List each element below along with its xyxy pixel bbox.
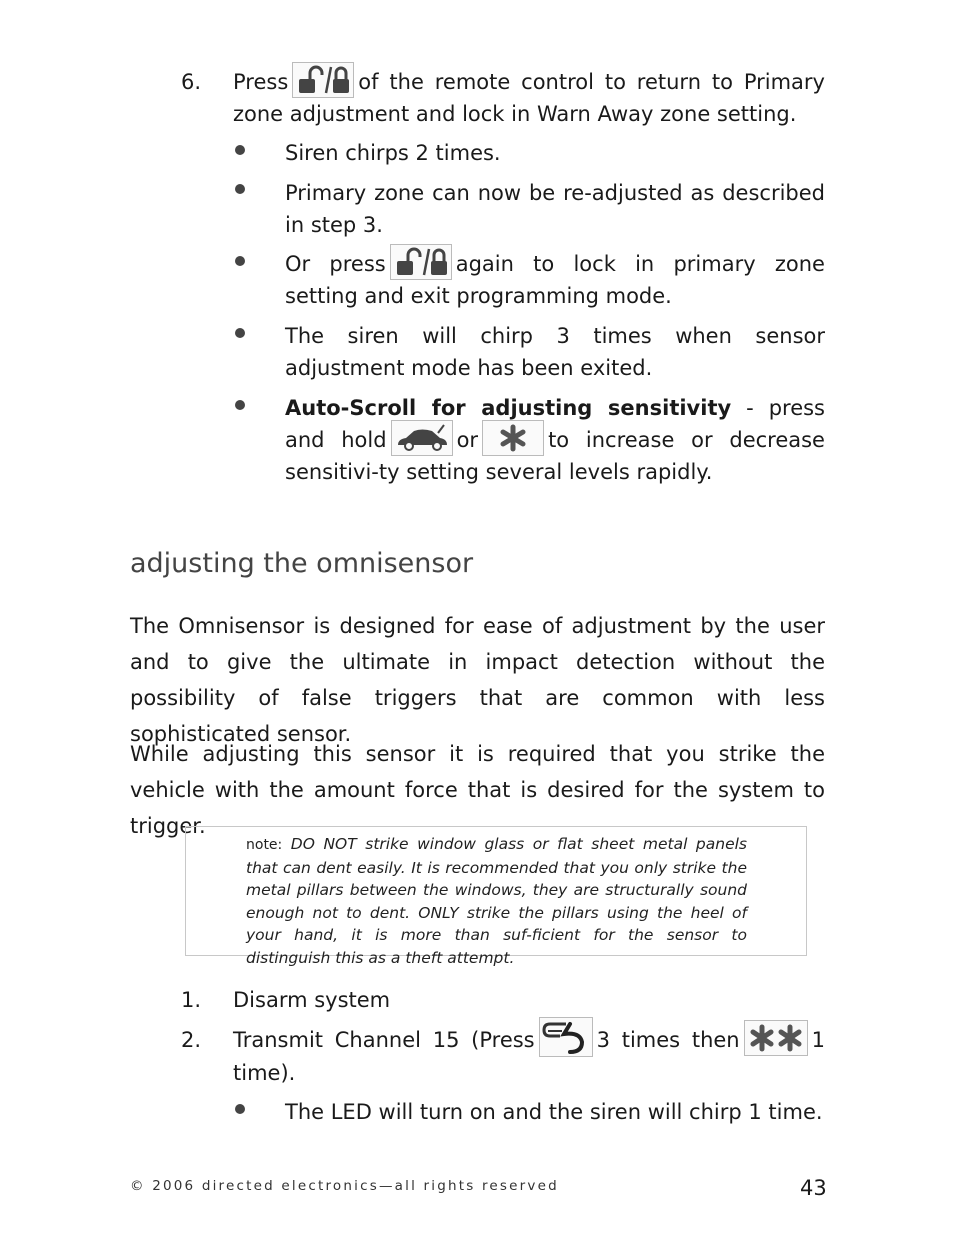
auto-scroll-or: or [456, 428, 479, 452]
lock-unlock-icon [292, 62, 354, 98]
bullet-readjust: Primary zone can now be re-adjusted as described in step 3. [285, 181, 825, 237]
bullet-or-press-post: again to lock in primary zone setting and exit programming mode. [285, 252, 825, 308]
step-1-text: Disarm system [233, 988, 391, 1012]
auto-scroll-b: to increase or decrease sensitivi-ty setting several levels rapidly. [285, 428, 825, 484]
note-body: DO NOT strike window glass or flat sheet metal panels that can dent easily. It is recommended that you only strike the metal pillars between the windows, they are structurally sound enough not to dent. ONLY strike the pillars using the heel of your hand, it is more than suf-ficient for the sensor to distinguish this as a theft attempt. [246, 835, 747, 967]
bullet-led: The LED will turn on and the siren will chirp 1 time. [285, 1100, 823, 1124]
bullet-dot [235, 184, 245, 194]
bullet-or-press-pre: Or press [285, 252, 386, 276]
auto-scroll-title: Auto-Scroll for adjusting sensitivity [285, 396, 732, 420]
lock-unlock-icon [390, 244, 452, 280]
car-icon [391, 420, 453, 456]
bullet-or-press [285, 248, 825, 312]
double-asterisk-icon [744, 1020, 808, 1056]
footer-copyright: © 2006 directed electronics—all rights reserved [130, 1178, 559, 1194]
step-6-body: of the remote control to return to Primary zone adjustment and lock in Warn Away zone setting. [233, 70, 825, 126]
paragraph-2: While adjusting this sensor it is required that you strike the vehicle with the amount force that is desired for the system to trigger. [130, 742, 825, 838]
note-text [246, 833, 747, 970]
bullet-dot [235, 328, 245, 338]
asterisk-icon [482, 420, 544, 456]
bullet-dot [235, 256, 245, 266]
step-6-number: 6. [181, 70, 202, 94]
g5-logo-icon [539, 1017, 593, 1057]
step-6-press: Press [233, 70, 289, 94]
paragraph-1: The Omnisensor is designed for ease of adjustment by the user and to give the ultimate in impact detection without the possibility of false triggers that are common with less sophisticated sensor. [130, 614, 825, 746]
bullet-dot [235, 1104, 245, 1114]
step-6-text [233, 66, 825, 130]
step-2-c: 1 [811, 1028, 825, 1052]
bullet-chirp-3: The siren will chirp 3 times when sensor adjustment mode has been exited. [285, 324, 825, 380]
bullet-dot [235, 145, 245, 155]
step-1-number: 1. [181, 988, 202, 1012]
page-number: 43 [800, 1176, 827, 1200]
section-heading: adjusting the omnisensor [130, 548, 474, 579]
step-2-a: Transmit Channel 15 (Press [233, 1028, 535, 1052]
step-2-text [233, 1024, 825, 1089]
step-2-d: time). [233, 1061, 296, 1085]
note-label: note: [246, 837, 283, 853]
auto-scroll-a: - press and hold [285, 396, 826, 452]
bullet-siren-2: Siren chirps 2 times. [285, 141, 501, 165]
step-2-b: 3 times then [596, 1028, 740, 1052]
step-2-number: 2. [181, 1028, 202, 1052]
bullet-auto-scroll [285, 392, 825, 488]
bullet-dot [235, 400, 245, 410]
